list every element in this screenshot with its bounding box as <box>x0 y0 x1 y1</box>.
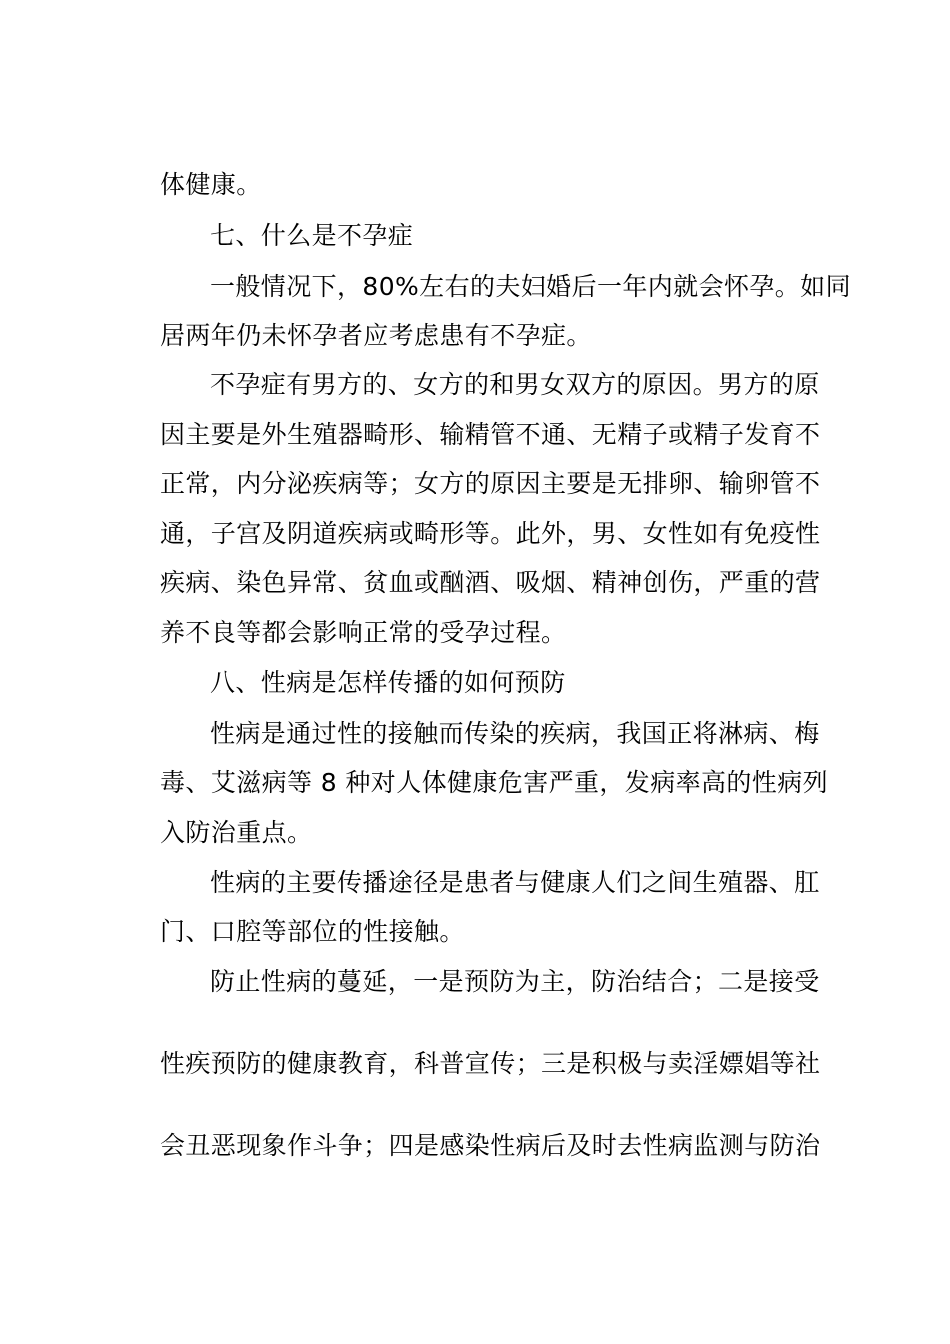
paragraph-line: 养不良等都会影响正常的受孕过程。 <box>160 618 567 647</box>
paragraph-line: 性疾预防的健康教育，科普宣传；三是积极与卖淫嫖娼等社 <box>160 1049 821 1078</box>
paragraph-line: 性病是通过性的接触而传染的疾病，我国正将淋病、梅 <box>210 719 820 748</box>
paragraph-line: 体健康。 <box>160 170 262 199</box>
paragraph-line: 通，子宫及阴道疾病或畸形等。此外，男、女性如有免疫性 <box>160 519 821 548</box>
paragraph-line: 门、口腔等部位的性接触。 <box>160 917 465 946</box>
paragraph-line: 因主要是外生殖器畸形、输精管不通、无精子或精子发育不 <box>160 420 821 449</box>
section-heading-infertility: 七、什么是不孕症 <box>210 221 414 250</box>
paragraph-line: 防止性病的蔓延，一是预防为主，防治结合；二是接受 <box>210 967 820 996</box>
paragraph-line: 正常，内分泌疾病等；女方的原因主要是无排卵、输卵管不 <box>160 469 821 498</box>
paragraph-line: 性病的主要传播途径是患者与健康人们之间生殖器、肛 <box>210 868 820 897</box>
paragraph-line: 一般情况下，80%左右的夫妇婚后一年内就会怀孕。如同 <box>210 272 851 301</box>
paragraph-line: 入防治重点。 <box>160 818 313 847</box>
section-heading-std: 八、性病是怎样传播的如何预防 <box>210 668 566 697</box>
paragraph-line: 不孕症有男方的、女方的和男女双方的原因。男方的原 <box>210 370 820 399</box>
paragraph-line: 疾病、染色异常、贫血或酗酒、吸烟、精神创伤，严重的营 <box>160 568 821 597</box>
paragraph-line: 毒、艾滋病等 8 种对人体健康危害严重，发病率高的性病列 <box>160 768 829 797</box>
paragraph-line: 会丑恶现象作斗争；四是感染性病后及时去性病监测与防治 <box>160 1131 821 1160</box>
paragraph-line: 居两年仍未怀孕者应考虑患有不孕症。 <box>160 321 592 350</box>
